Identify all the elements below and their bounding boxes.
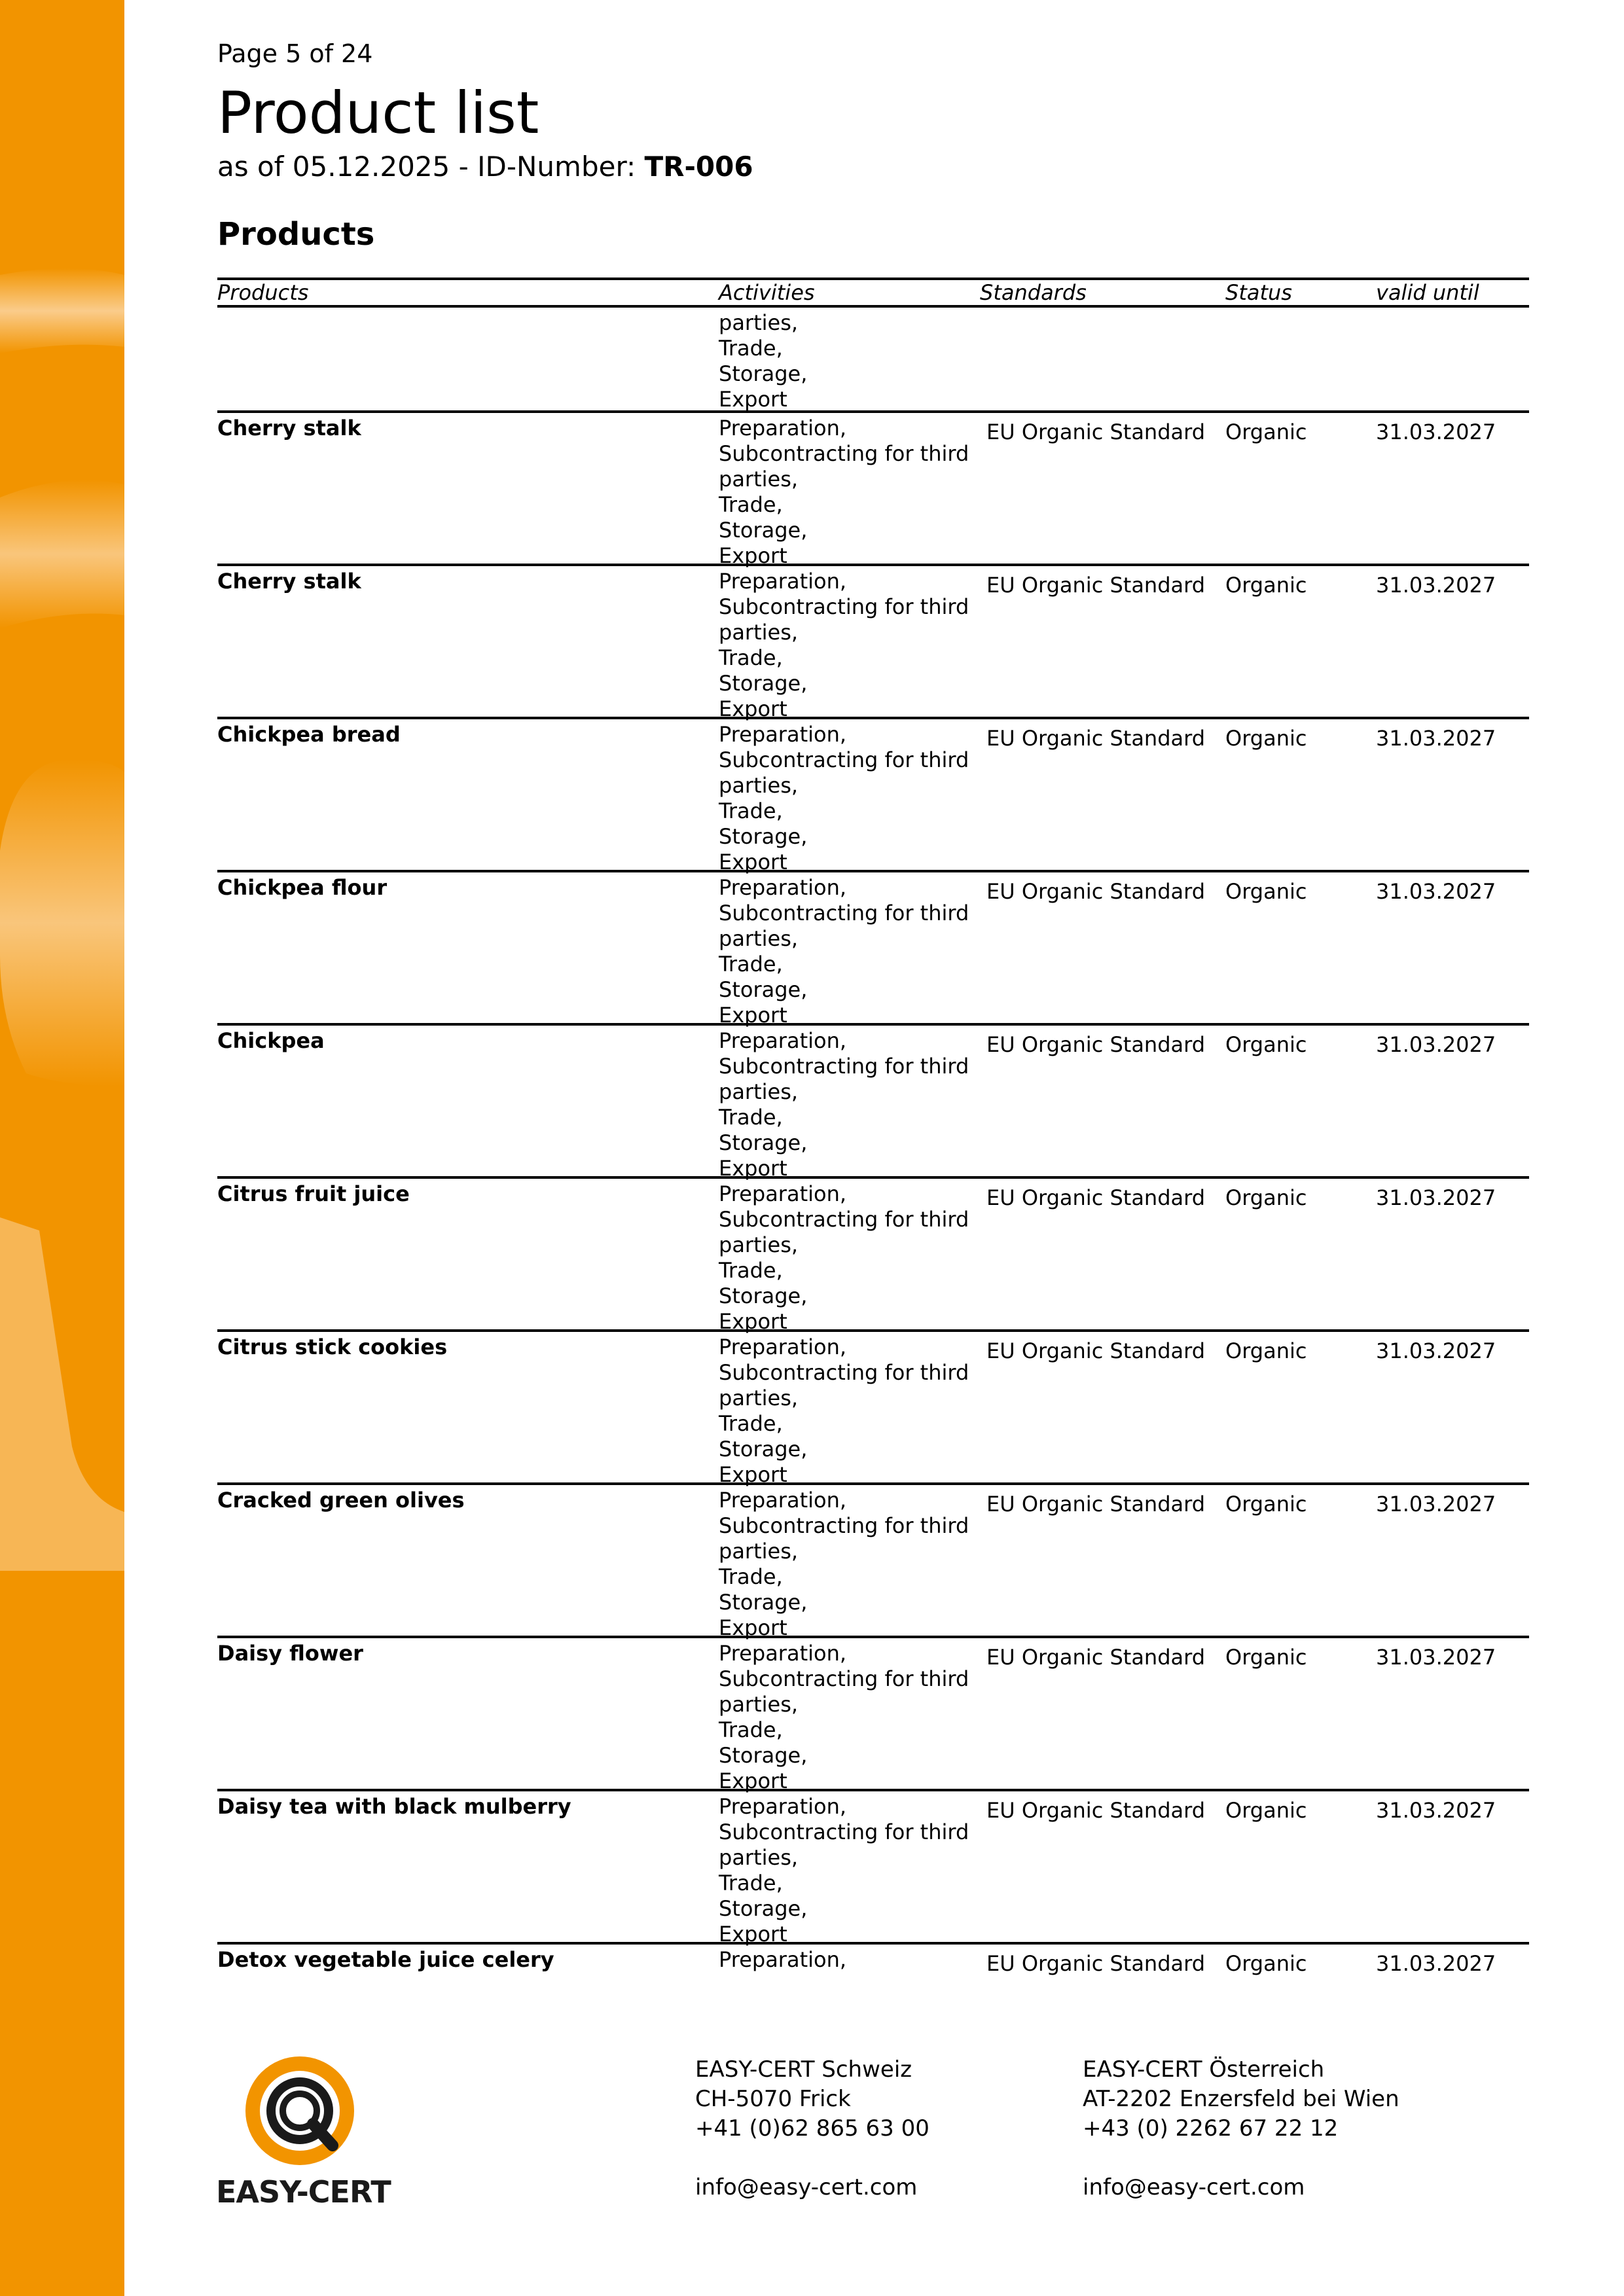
activity-line: Storage, [719,1437,808,1462]
activity-line: Export [719,1462,787,1487]
activity-line: parties, [719,1232,799,1257]
standard-cell: EU Organic Standard [986,879,1206,904]
table-row [217,1179,1529,1332]
activities-cell [719,1641,981,1794]
activity-line: Subcontracting for third [719,1820,969,1844]
activity-line: Preparation, [719,1181,847,1206]
office-address: CH-5070 Frick [695,2086,851,2112]
activities-cell [719,1947,981,1973]
activity-line: Trade, [719,798,783,823]
table-row-continuation [217,308,1529,413]
valid-until-cell: 31.03.2027 [1376,1951,1496,1976]
activity-line: parties, [719,467,799,492]
activity-line: Subcontracting for third [719,1513,969,1538]
activity-line: Storage, [719,824,808,849]
table-row [217,719,1529,872]
standard-cell: EU Organic Standard [986,1338,1206,1363]
activities-cell [719,416,981,569]
activity-line: Trade, [719,1564,783,1589]
product-name: Chickpea [217,1028,325,1053]
activities-cell [719,569,981,722]
page-subtitle [217,151,753,183]
activities-cell [719,1488,981,1641]
activity-line: parties, [719,1692,799,1717]
status-cell: Organic [1225,1338,1307,1363]
footer-address-austria [1083,2055,1399,2202]
table-row [217,413,1529,566]
activity-line: Subcontracting for third [719,441,969,466]
activity-line: Preparation, [719,1947,847,1972]
activity-line: Preparation, [719,416,847,440]
activity-line: Preparation, [719,1641,847,1666]
table-header [217,278,1529,308]
product-name: Daisy flower [217,1641,363,1666]
product-name: Daisy tea with black mulberry [217,1794,571,1819]
valid-until-cell: 31.03.2027 [1376,1185,1496,1210]
activity-line: Storage, [719,518,808,543]
valid-until-cell: 31.03.2027 [1376,1798,1496,1823]
valid-until-cell: 31.03.2027 [1376,1032,1496,1057]
activity-line: Storage, [719,1743,808,1768]
column-header-status: Status [1225,280,1292,305]
activity-line: Storage, [719,671,808,696]
office-name: EASY-CERT Österreich [1083,2056,1325,2083]
activity-line: Preparation, [719,1335,847,1359]
page-title: Product list [217,79,539,147]
standard-cell: EU Organic Standard [986,1645,1206,1670]
product-table [217,278,1529,1979]
office-phone: +41 (0)62 865 63 00 [695,2115,929,2142]
column-header-activities: Activities [719,280,815,305]
activities-cell [719,875,981,1028]
side-decoration-band [0,0,124,2296]
activity-line: Storage, [719,1896,808,1921]
activity-line: Preparation, [719,722,847,747]
activity-line: Export [719,1156,787,1181]
standard-cell: EU Organic Standard [986,1798,1206,1823]
product-name: Chickpea bread [217,722,401,747]
activity-line: Trade, [719,1717,783,1742]
activity-line: Trade, [719,492,783,517]
activity-line: parties, [719,620,799,645]
status-cell: Organic [1225,1032,1307,1057]
valid-until-cell: 31.03.2027 [1376,726,1496,751]
table-row [217,1332,1529,1485]
activities-cell [719,1794,981,1947]
id-number: TR-006 [644,151,753,183]
standard-cell: EU Organic Standard [986,420,1206,444]
activity-line: Export [719,1615,787,1640]
standard-cell: EU Organic Standard [986,1032,1206,1057]
standard-cell: EU Organic Standard [986,1185,1206,1210]
activity-line: Subcontracting for third [719,1666,969,1691]
activity-line: Export [719,1309,787,1334]
table-row [217,1485,1529,1638]
activity-line: Trade, [719,1411,783,1436]
status-cell: Organic [1225,726,1307,751]
status-cell: Organic [1225,1645,1307,1670]
activity-line: Trade, [719,336,783,361]
activity-line: Export [719,1922,787,1946]
activity-line: Trade, [719,1258,783,1283]
valid-until-cell: 31.03.2027 [1376,1338,1496,1363]
table-body [217,308,1529,1979]
activity-line: Export [719,543,787,568]
product-name: Cracked green olives [217,1488,465,1513]
product-name: Detox vegetable juice celery [217,1947,554,1972]
product-name: Chickpea flour [217,875,388,900]
activity-line: Storage, [719,361,808,386]
activity-line: Trade, [719,1871,783,1895]
activity-line: parties, [719,926,799,951]
activities-cell [719,1028,981,1181]
activities-cell [719,310,981,412]
valid-until-cell: 31.03.2027 [1376,420,1496,444]
valid-until-cell: 31.03.2027 [1376,1492,1496,1516]
activity-line: Export [719,850,787,874]
office-email-link[interactable]: info@easy-cert.com [1083,2174,1305,2200]
table-row [217,1638,1529,1791]
footer-address-switzerland [695,2055,929,2202]
activity-line: Trade, [719,1105,783,1130]
activity-line: Preparation, [719,875,847,900]
activity-line: Preparation, [719,1488,847,1513]
activity-line: Export [719,1003,787,1028]
status-cell: Organic [1225,1798,1307,1823]
activity-line: Storage, [719,1283,808,1308]
table-row [217,1791,1529,1945]
valid-until-cell: 31.03.2027 [1376,573,1496,598]
activities-cell [719,722,981,875]
activity-line: parties, [719,1539,799,1564]
office-email-link[interactable]: info@easy-cert.com [695,2174,918,2200]
activity-line: Preparation, [719,569,847,594]
activity-line: parties, [719,310,799,335]
column-header-standards: Standards [980,280,1087,305]
office-phone: +43 (0) 2262 67 22 12 [1083,2115,1339,2142]
activity-line: Subcontracting for third [719,1360,969,1385]
column-header-valid-until: valid until [1376,280,1479,305]
status-cell: Organic [1225,420,1307,444]
subtitle-date: as of 05.12.2025 - ID-Number: [217,151,645,183]
status-cell: Organic [1225,1492,1307,1516]
activity-line: Export [719,1768,787,1793]
status-cell: Organic [1225,573,1307,598]
activity-line: Subcontracting for third [719,1207,969,1232]
activity-line: Trade, [719,645,783,670]
activity-line: parties, [719,1845,799,1870]
logo-text: EASY-CERT [216,2174,391,2210]
activity-line: Subcontracting for third [719,747,969,772]
table-row [217,1945,1529,1979]
activity-line: parties, [719,1386,799,1410]
activity-line: Export [719,696,787,721]
activity-line: parties, [719,1079,799,1104]
product-name: Cherry stalk [217,569,361,594]
table-row [217,566,1529,719]
standard-cell: EU Organic Standard [986,573,1206,598]
activity-line: Preparation, [719,1028,847,1053]
activity-line: Preparation, [719,1794,847,1819]
product-name: Cherry stalk [217,416,361,440]
valid-until-cell: 31.03.2027 [1376,1645,1496,1670]
status-cell: Organic [1225,1951,1307,1976]
page-number: Page 5 of 24 [217,39,373,68]
activity-line: Subcontracting for third [719,1054,969,1079]
valid-until-cell: 31.03.2027 [1376,879,1496,904]
office-address: AT-2202 Enzersfeld bei Wien [1083,2086,1399,2112]
standard-cell: EU Organic Standard [986,1492,1206,1516]
activity-line: Storage, [719,1130,808,1155]
product-name: Citrus stick cookies [217,1335,448,1359]
standard-cell: EU Organic Standard [986,726,1206,751]
product-name: Citrus fruit juice [217,1181,410,1206]
activities-cell [719,1181,981,1335]
activity-line: Export [719,387,787,412]
activity-line: Subcontracting for third [719,594,969,619]
activities-cell [719,1335,981,1488]
activity-line: Storage, [719,977,808,1002]
activity-line: Storage, [719,1590,808,1615]
column-header-products: Products [217,280,309,305]
activity-line: Trade, [719,952,783,977]
section-heading: Products [217,216,375,253]
band-curves-graphic [0,0,124,2296]
office-name: EASY-CERT Schweiz [695,2056,912,2083]
table-row [217,1026,1529,1179]
table-row [217,872,1529,1026]
activity-line: Subcontracting for third [719,901,969,925]
status-cell: Organic [1225,879,1307,904]
activity-line: parties, [719,773,799,798]
standard-cell: EU Organic Standard [986,1951,1206,1976]
status-cell: Organic [1225,1185,1307,1210]
